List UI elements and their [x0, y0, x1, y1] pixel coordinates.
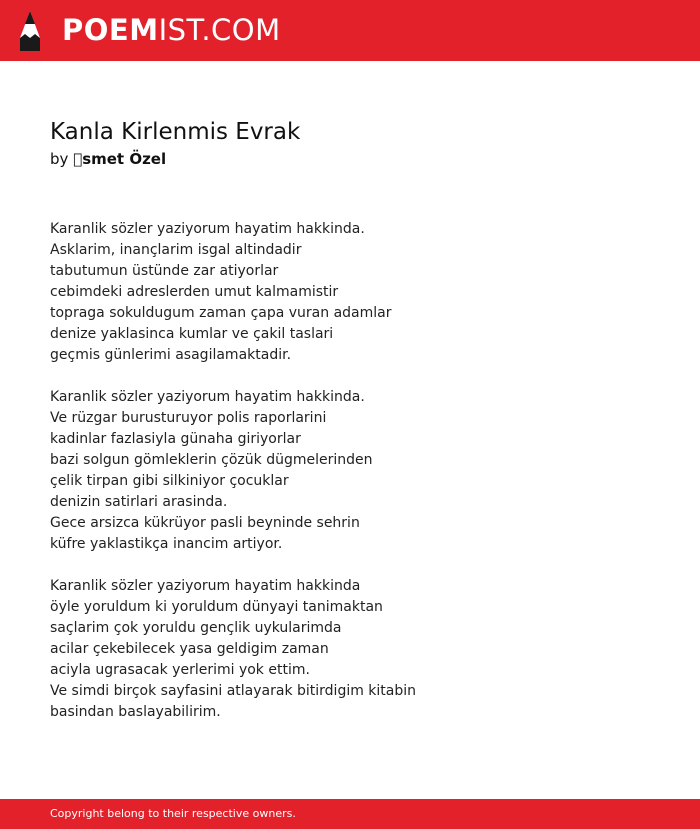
poem-line: geçmis günlerimi asagilamaktadir.	[50, 347, 292, 363]
poem-line: denizin satirlari arasinda.	[50, 494, 228, 510]
poem-line: acilar çekebilecek yasa geldigim zaman	[50, 641, 329, 657]
logo-strong: POEM	[62, 13, 159, 47]
poem-line: saçlarim çok yoruldu gençlik uykularimda	[50, 620, 342, 636]
poem-line: öyle yoruldum ki yoruldum dünyayi tanimaktan	[50, 599, 383, 615]
poem-line: basindan baslayabilirim.	[50, 704, 221, 720]
poem-line: Karanlik sözler yaziyorum hayatim hakkinda.	[50, 221, 365, 237]
poem-line: kadinlar fazlasiyla günaha giriyorlar	[50, 431, 301, 447]
poem-line: bazi solgun gömleklerin çözük dügmelerinden	[50, 452, 373, 468]
poem-line: Asklarim, inançlarim isgal altindadir	[50, 242, 302, 258]
poem-line: aciyla ugrasacak yerlerimi yok ettim.	[50, 662, 310, 678]
poem-line: topraga sokuldugum zaman çapa vuran adamlar	[50, 305, 392, 321]
poem-line: denize yaklasinca kumlar ve çakil taslari	[50, 326, 334, 342]
poem-line: Karanlik sözler yaziyorum hayatim hakkinda	[50, 578, 361, 594]
poem-line: Ve rüzgar burusturuyor polis raporlarini	[50, 410, 327, 426]
author-name:  smet Özel	[73, 150, 167, 168]
poem-line: çelik tirpan gibi silkiniyor çocuklar	[50, 473, 289, 489]
poem-line: Ve simdi birçok sayfasini atlayarak bitirdigim kitabin	[50, 683, 417, 699]
stanza-3	[50, 576, 650, 723]
poem-body	[50, 219, 650, 744]
copyright-text: Copyright belong to their respective owners.	[50, 807, 296, 820]
poem-line: Karanlik sözler yaziyorum hayatim hakkinda.	[50, 389, 365, 405]
poem-line: küfre yaklastikça inancim artiyor.	[50, 536, 283, 552]
site-header	[0, 0, 700, 61]
poem-line: tabutumun üstünde zar atiyorlar	[50, 263, 279, 279]
site-footer	[0, 799, 700, 829]
logo-light: IST.COM	[158, 13, 281, 47]
by-label: by	[50, 150, 69, 168]
pencil-icon	[18, 10, 42, 52]
poem-line: cebimdeki adreslerden umut kalmamistir	[50, 284, 339, 300]
byline	[50, 149, 166, 169]
poem-line: Gece arsizca kükrüyor pasli beyninde sehrin	[50, 515, 360, 531]
site-logo[interactable]	[62, 12, 281, 48]
stanza-1	[50, 219, 650, 366]
poem-title: Kanla Kirlenmis Evrak	[50, 119, 301, 145]
stanza-2	[50, 387, 650, 555]
